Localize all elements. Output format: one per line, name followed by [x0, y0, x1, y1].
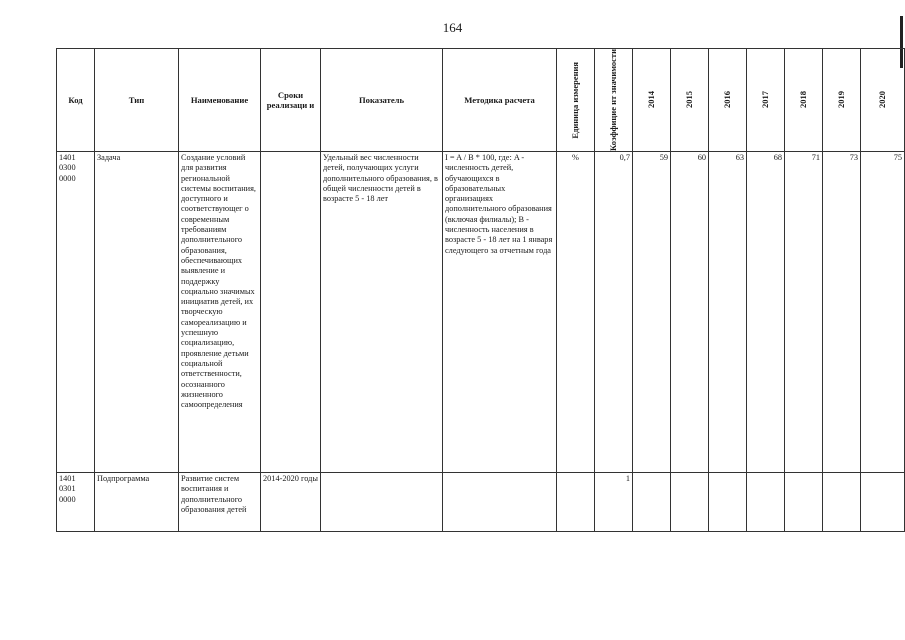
header-year-cell	[633, 49, 671, 152]
header-year-cell	[785, 49, 823, 152]
cell-period	[261, 151, 321, 472]
cell-year-value	[633, 472, 671, 531]
header-type: Тип	[95, 49, 179, 152]
cell-method: I = A / B * 100, где: A - численность детей, обучающихся в образовательных организациях дополнительного образования (включая филиалы); B - численность населения в возрасте 5 - 18 лет на 1 января следующего за отчетным года	[443, 151, 557, 472]
table-row	[57, 151, 905, 472]
header-year: 2017	[760, 91, 770, 109]
cell-year-value	[671, 472, 709, 531]
cell-coef: 0,7	[595, 151, 633, 472]
cell-year-value	[709, 472, 747, 531]
header-year: 2016	[722, 91, 732, 109]
cell-year-value	[823, 472, 861, 531]
cell-year-value: 59	[633, 151, 671, 472]
cell-year-value	[747, 472, 785, 531]
header-year: 2018	[798, 91, 808, 109]
header-indicator: Показатель	[321, 49, 443, 152]
cell-method	[443, 472, 557, 531]
cell-unit: %	[557, 151, 595, 472]
header-year: 2020	[877, 91, 887, 109]
indicators-table	[56, 48, 905, 532]
cell-year-value: 68	[747, 151, 785, 472]
cell-year-value	[861, 472, 905, 531]
header-year-cell	[671, 49, 709, 152]
header-coef-cell	[595, 49, 633, 152]
cell-period: 2014-2020 годы	[261, 472, 321, 531]
header-row	[57, 49, 905, 152]
cell-indicator: Удельный вес численности детей, получающих услуги дополнительного образования, в общей численности детей в возрасте 5 - 18 лет	[321, 151, 443, 472]
header-year-cell	[861, 49, 905, 152]
header-year-cell	[823, 49, 861, 152]
cell-name: Создание условий для развития региональной системы воспитания, доступного и соответствующег о современным требованиям дополнительного образования, обеспечивающих выявление и поддержку социально значимых инициатив детей, их творческую самореализацию и успешную социализацию, проявление детьми социальной ответственности, осознанного жизненного самоопределения	[179, 151, 261, 472]
header-year: 2019	[836, 91, 846, 109]
header-year-cell	[709, 49, 747, 152]
header-year: 2014	[646, 91, 656, 109]
cell-year-value: 60	[671, 151, 709, 472]
header-year-cell	[747, 49, 785, 152]
header-coef: Коэффицие нт значимости	[608, 49, 618, 151]
header-year: 2015	[684, 91, 694, 109]
cell-year-value	[785, 472, 823, 531]
cell-type: Подпрограмма	[95, 472, 179, 531]
header-unit-cell	[557, 49, 595, 152]
cell-year-value: 63	[709, 151, 747, 472]
table-row	[57, 472, 905, 531]
cell-type: Задача	[95, 151, 179, 472]
cell-year-value: 75	[861, 151, 905, 472]
header-method: Методика расчета	[443, 49, 557, 152]
cell-coef: 1	[595, 472, 633, 531]
cell-code: 1401 0300 0000	[57, 151, 95, 472]
header-period: Сроки реализаци и	[261, 49, 321, 152]
header-code: Код	[57, 49, 95, 152]
cell-unit	[557, 472, 595, 531]
cell-year-value: 71	[785, 151, 823, 472]
cell-indicator	[321, 472, 443, 531]
page-number: 164	[442, 20, 463, 35]
header-name: Наименование	[179, 49, 261, 152]
cell-year-value: 73	[823, 151, 861, 472]
header-unit: Единица измерения	[570, 61, 580, 139]
cell-code: 1401 0301 0000	[57, 472, 95, 531]
cell-name: Развитие систем воспитания и дополнительного образования детей	[179, 472, 261, 531]
